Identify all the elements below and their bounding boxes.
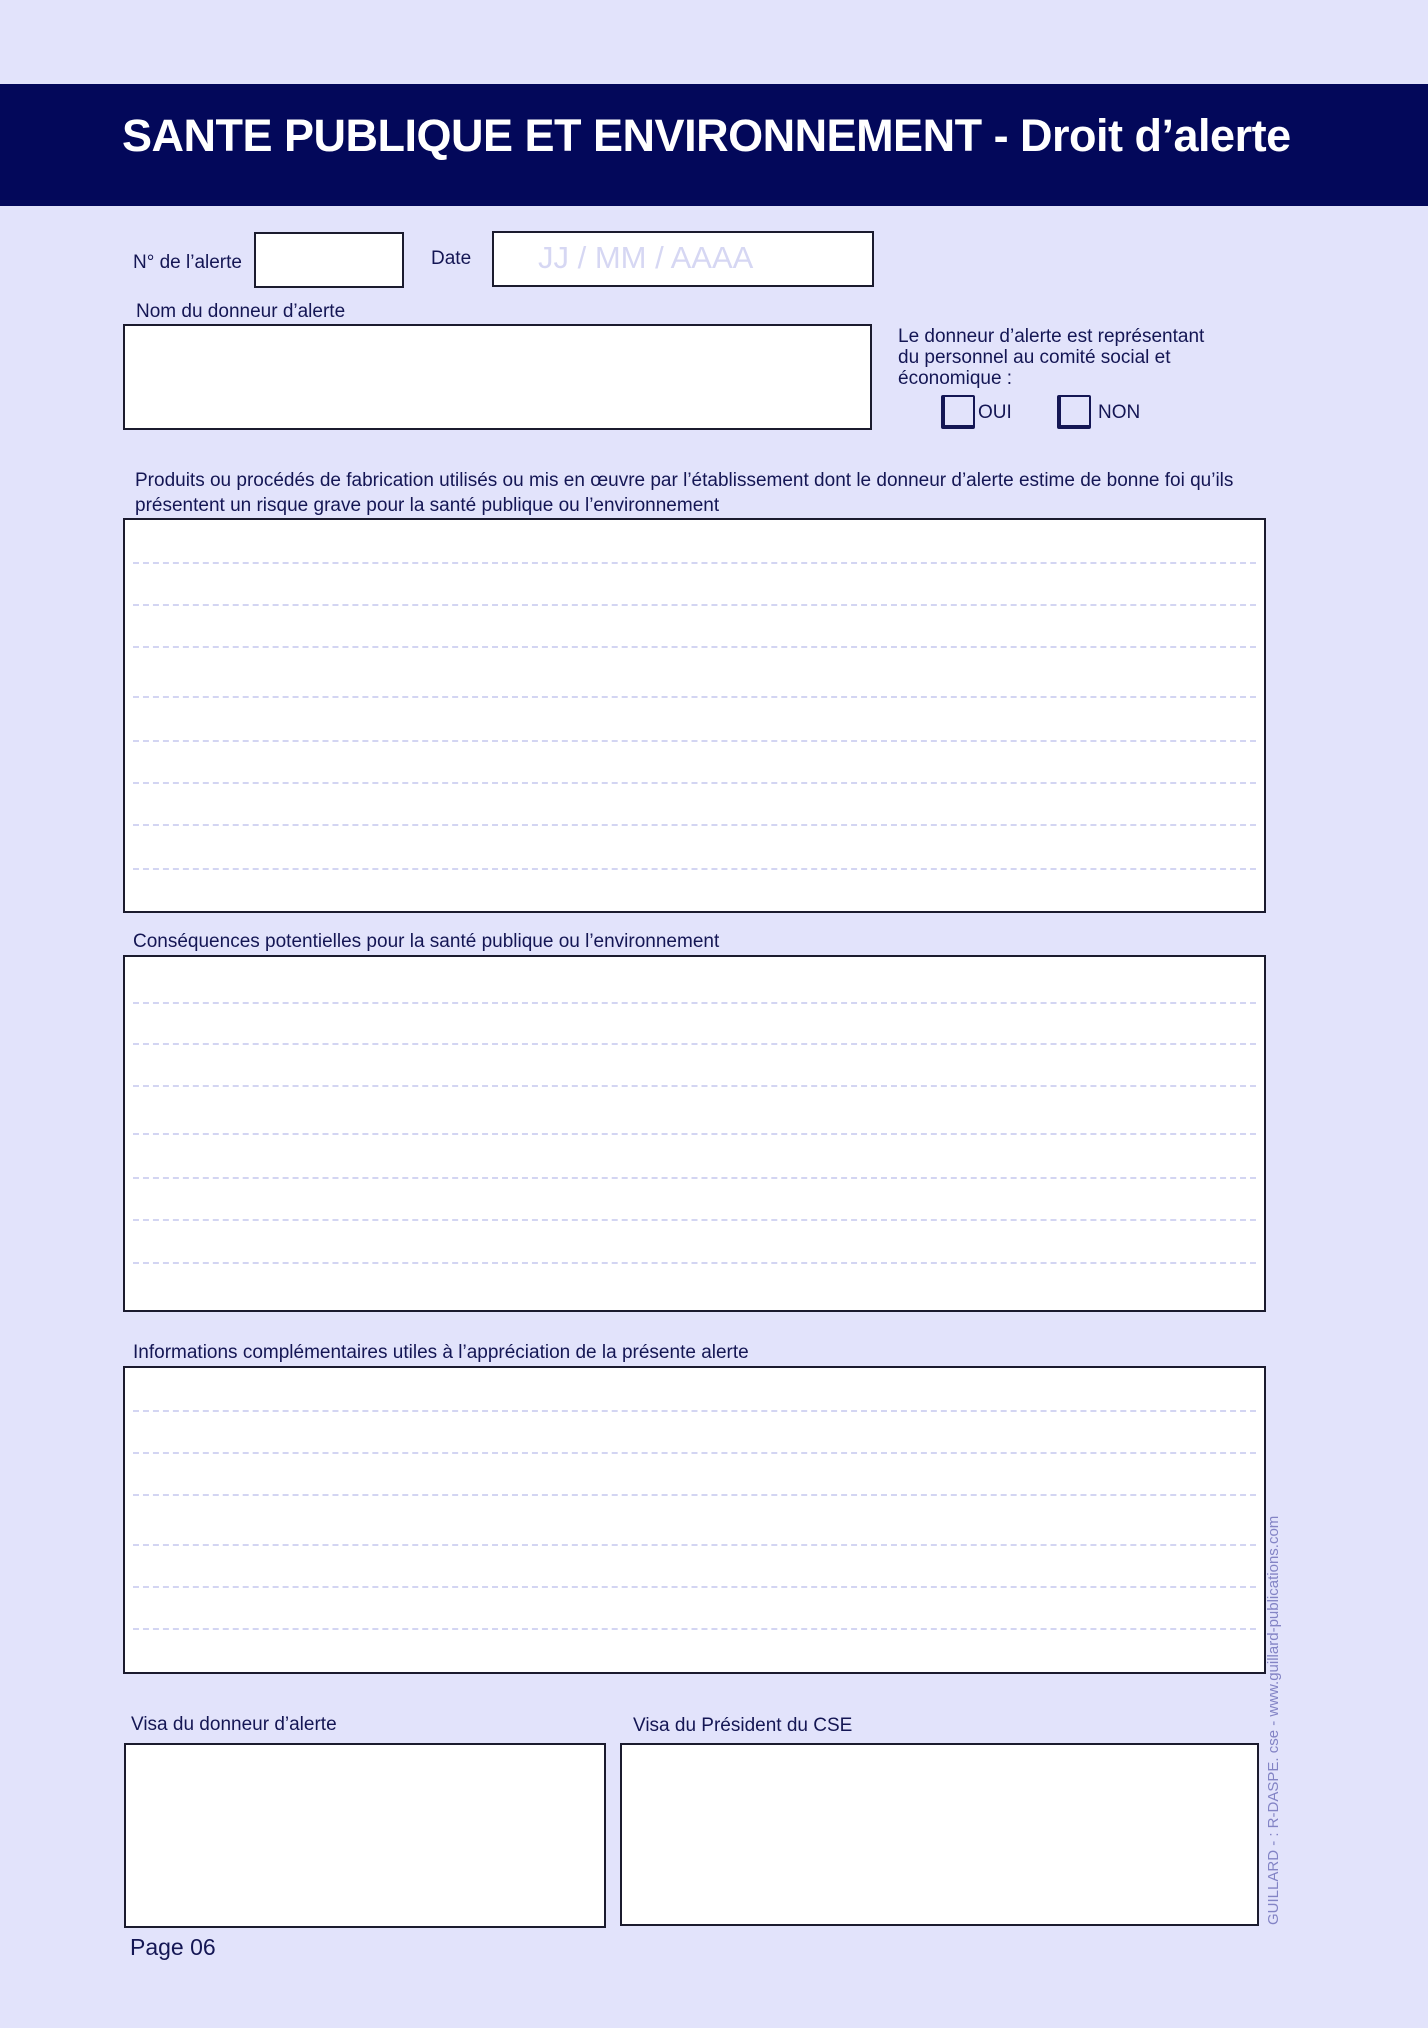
products-textarea[interactable] — [123, 518, 1266, 913]
donor-signature-label: Visa du donneur d’alerte — [131, 1714, 337, 1735]
alert-number-label: N° de l’alerte — [133, 252, 242, 273]
no-checkbox[interactable] — [1057, 395, 1091, 429]
representative-question-line: Le donneur d’alerte est représentant — [898, 326, 1205, 347]
page-title: SANTE PUBLIQUE ET ENVIRONNEMENT - Droit d’alerte — [122, 110, 1291, 161]
products-label-line: présentent un risque grave pour la santé publique ou l’environnement — [135, 495, 720, 516]
products-section-label — [135, 468, 1233, 518]
alert-number-field[interactable] — [254, 232, 404, 288]
consequences-section-label: Conséquences potentielles pour la santé publique ou l’environnement — [133, 931, 720, 952]
information-section-label: Informations complémentaires utiles à l’appréciation de la présente alerte — [133, 1342, 749, 1363]
consequences-textarea[interactable] — [123, 955, 1266, 1312]
donor-signature-field[interactable] — [124, 1743, 606, 1928]
president-signature-field[interactable] — [620, 1743, 1259, 1926]
no-label: NON — [1098, 402, 1141, 423]
representative-question-line: du personnel au comité social et — [898, 347, 1171, 368]
yes-label: OUI — [978, 402, 1012, 423]
page-number: Page 06 — [130, 1934, 216, 1960]
donor-name-field[interactable] — [123, 324, 872, 430]
representative-question-line: économique : — [898, 368, 1013, 389]
information-textarea[interactable] — [123, 1366, 1266, 1674]
president-signature-label: Visa du Président du CSE — [633, 1715, 853, 1736]
date-placeholder: JJ / MM / AAAA — [538, 240, 754, 275]
yes-checkbox[interactable] — [941, 395, 975, 429]
date-field[interactable] — [492, 231, 874, 287]
side-credit: GUILLARD - : R-DASPE. cse - www.guillard-publications.com — [1265, 1515, 1282, 1925]
date-label: Date — [431, 248, 472, 269]
representative-question — [898, 326, 1204, 389]
header-banner — [0, 84, 1428, 206]
donor-name-label: Nom du donneur d’alerte — [136, 301, 346, 322]
products-label-line: Produits ou procédés de fabrication utilisés ou mis en œuvre par l’établissement dont le donneur d’alerte estime de bonne foi qu’ils — [135, 470, 1234, 491]
